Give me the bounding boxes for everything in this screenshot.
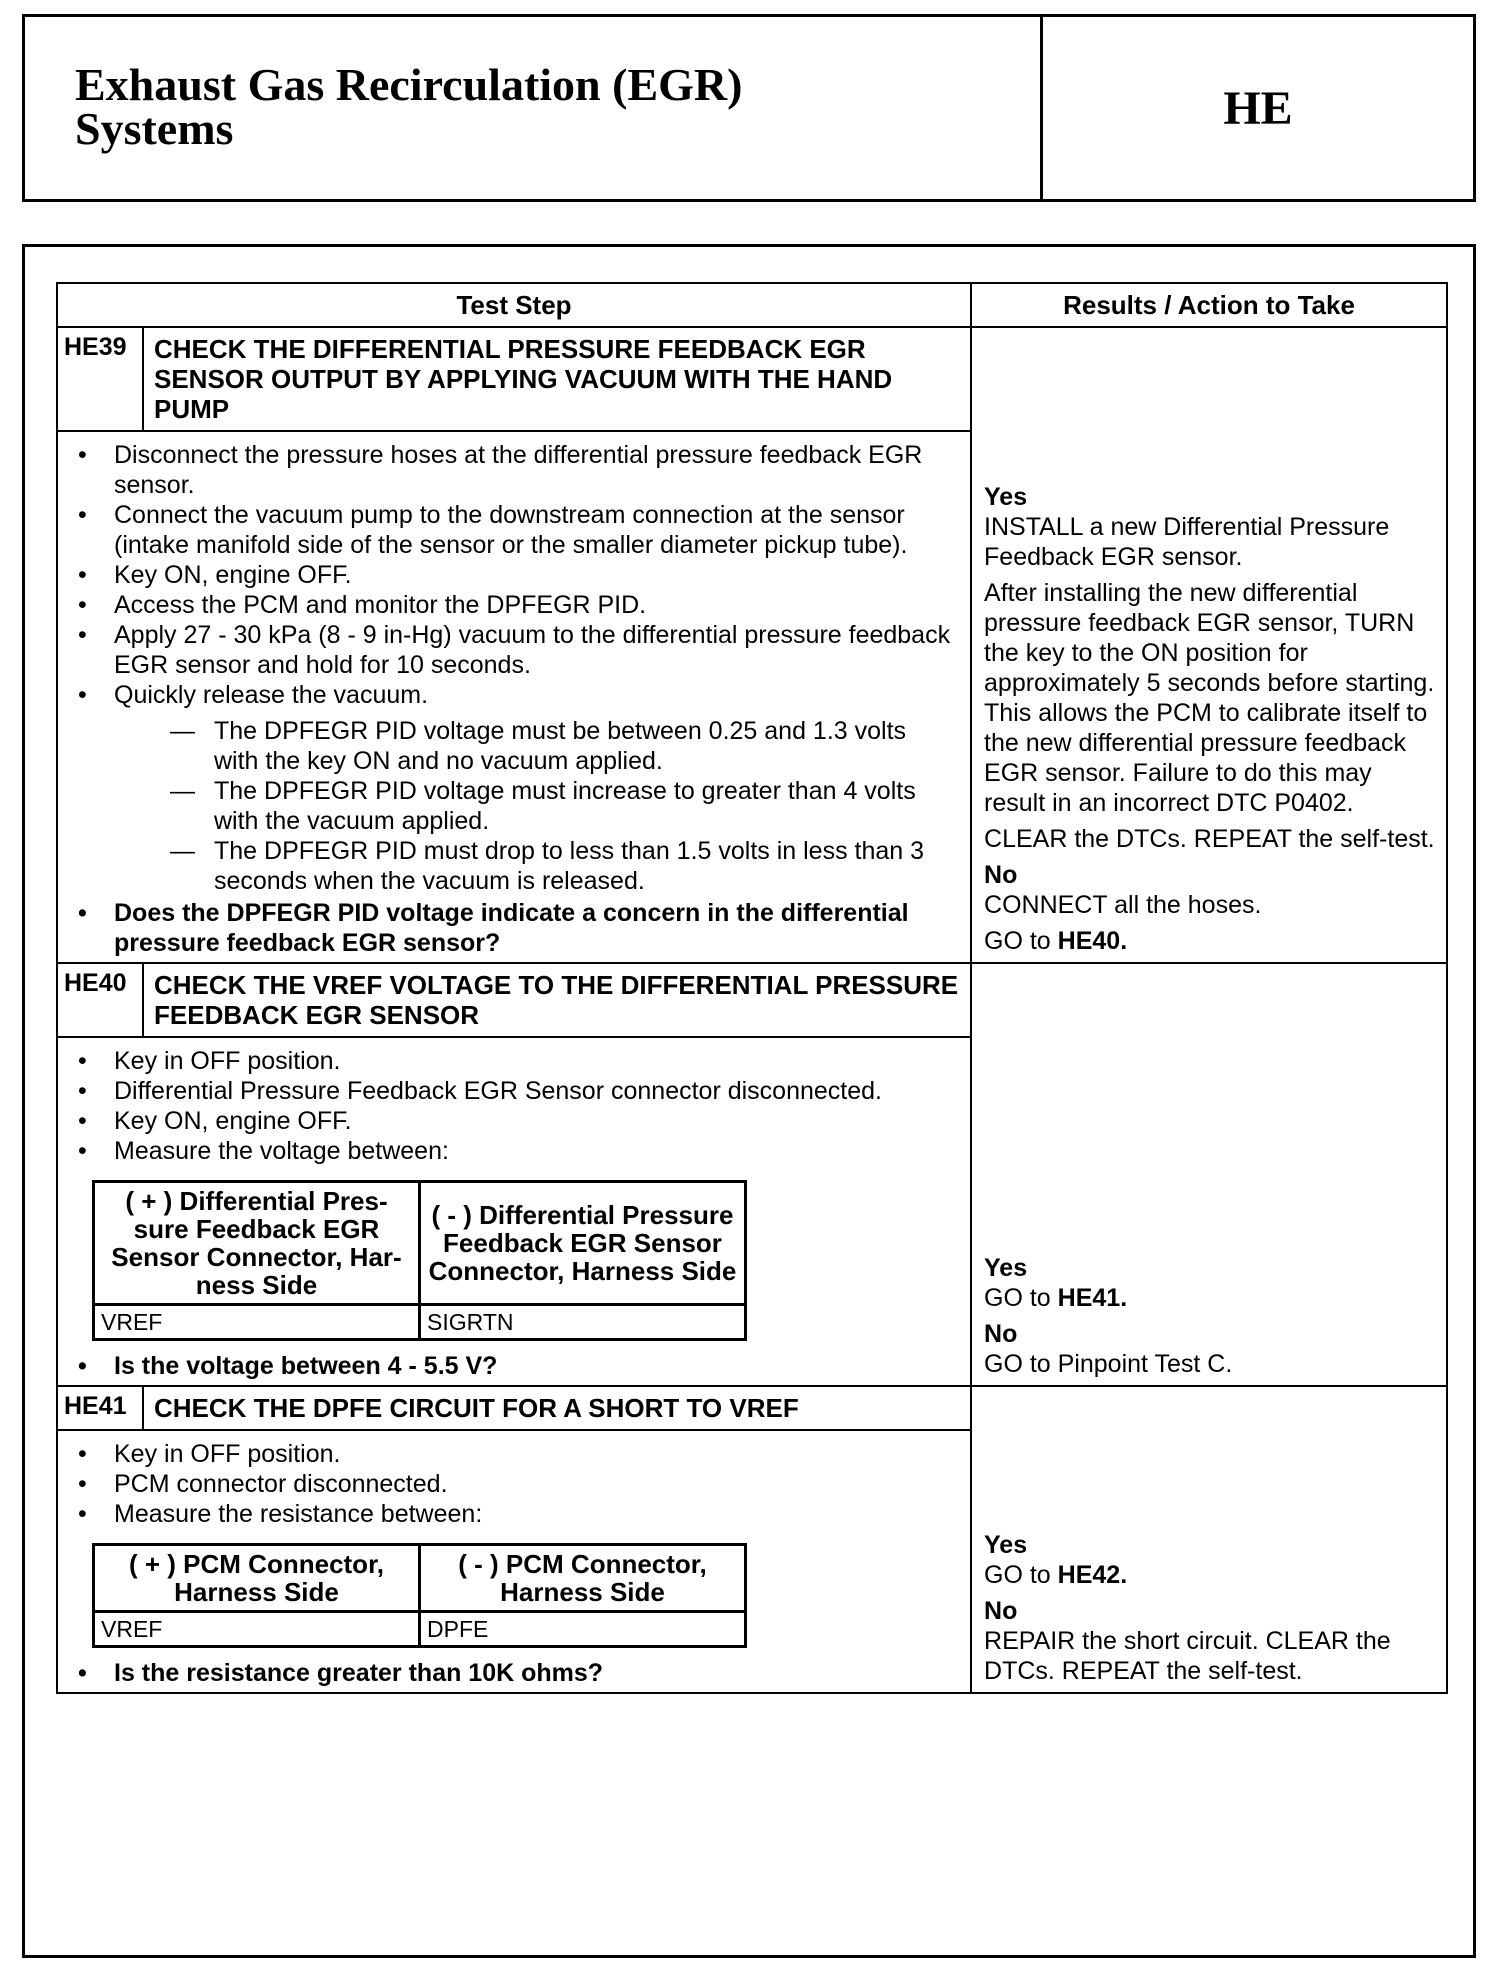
list-item: • Connect the vacuum pump to the downstream connection at the sensor (intake manifold side of the sensor or the smaller diameter pickup tube).	[68, 500, 954, 560]
yes-goto	[984, 1560, 1438, 1590]
results-he40	[971, 963, 1447, 1386]
step-he40-title-row	[57, 963, 1447, 1037]
step-body-he41	[57, 1430, 971, 1693]
no-action: CONNECT all the hoses.	[984, 891, 1262, 919]
test-step-table	[56, 282, 1448, 1694]
sub-list	[114, 716, 954, 896]
list-item	[68, 680, 954, 896]
list-item: • Key ON, engine OFF.	[68, 560, 954, 590]
list-item: • Key ON, engine OFF.	[68, 1106, 954, 1136]
step-question: • Is the voltage between 4 - 5.5 V?	[68, 1351, 954, 1381]
step-body-he39	[57, 431, 971, 963]
step-question-list	[68, 1658, 954, 1688]
negative-terminal-header: ( - ) PCM Connector, Harness Side	[420, 1545, 746, 1612]
step-question: • Is the resistance greater than 10K ohms?	[68, 1658, 954, 1688]
list-item: • Key in OFF position.	[68, 1046, 954, 1076]
yes-note: After installing the new differential pressure feedback EGR sensor, TURN the key to the ON position for approximately 5 seconds before starting. This allows the PCM to calibrate itself to the new differential pressure feedback EGR sensor. Failure to do this may result in an incorrect DTC P0402.	[984, 579, 1435, 817]
step-title-he40: CHECK THE VREF VOLTAGE TO THE DIFFERENTIAL PRESSURE FEEDBACK EGR SENSOR	[143, 963, 971, 1037]
no-goto	[984, 926, 1438, 956]
measurement-header-row	[94, 1182, 746, 1305]
no-label: No	[984, 861, 1018, 889]
step-he39-title-row	[57, 327, 1447, 431]
goto-target: HE41.	[1057, 1284, 1128, 1312]
list-item: • Differential Pressure Feedback EGR Sensor connector disconnected.	[68, 1076, 954, 1106]
section-title-line2: Systems	[75, 103, 234, 154]
goto-text: GO to	[984, 1284, 1051, 1312]
step-body-he40	[57, 1037, 971, 1386]
no-label: No	[984, 1320, 1018, 1348]
positive-terminal-header: ( + ) PCM Connector, Harness Side	[94, 1545, 420, 1612]
list-item: • Disconnect the pressure hoses at the differential pressure feedback EGR sensor.	[68, 440, 954, 500]
negative-terminal-value: DPFE	[420, 1612, 746, 1647]
yes-goto	[984, 1283, 1438, 1313]
step-list	[68, 440, 954, 958]
measurement-table	[92, 1180, 747, 1341]
goto-text: GO to	[984, 1561, 1051, 1589]
list-item-text: Quickly release the vacuum.	[114, 681, 429, 709]
no-label: No	[984, 1597, 1018, 1625]
positive-terminal-value: VREF	[94, 1612, 420, 1647]
negative-terminal-value: SIGRTN	[420, 1305, 746, 1340]
list-item: • Measure the voltage between:	[68, 1136, 954, 1166]
sub-list-item: — The DPFEGR PID voltage must increase to greater than 4 volts with the vacuum applied.	[114, 776, 954, 836]
section-title-line1: Exhaust Gas Recirculation (EGR)	[75, 59, 743, 110]
page-header	[22, 14, 1476, 202]
step-id-he40: HE40	[57, 963, 143, 1037]
step-question-list	[68, 1351, 954, 1381]
step-title-he41: CHECK THE DPFE CIRCUIT FOR A SHORT TO VREF	[143, 1386, 971, 1430]
col-header-test-step: Test Step	[57, 283, 971, 327]
step-he41-title-row	[57, 1386, 1447, 1430]
yes-label: Yes	[984, 1254, 1028, 1282]
negative-terminal-header: ( - ) Differential Pressure Feedback EGR Sensor Connector, Harness Side	[420, 1182, 746, 1305]
sub-list-item: — The DPFEGR PID must drop to less than 1.5 volts in less than 3 seconds when the vacuum is released.	[114, 836, 954, 896]
yes-label: Yes	[984, 483, 1028, 511]
step-id-he41: HE41	[57, 1386, 143, 1430]
list-item: • Access the PCM and monitor the DPFEGR PID.	[68, 590, 954, 620]
results-he39	[971, 327, 1447, 963]
positive-terminal-value: VREF	[94, 1305, 420, 1340]
list-item: • Apply 27 - 30 kPa (8 - 9 in-Hg) vacuum to the differential pressure feedback EGR sensor and hold for 10 seconds.	[68, 620, 954, 680]
results-he41	[971, 1386, 1447, 1693]
measurement-value-row	[94, 1305, 746, 1340]
goto-text: GO to	[984, 927, 1051, 955]
measurement-header-row	[94, 1545, 746, 1612]
goto-target: HE40.	[1057, 927, 1128, 955]
list-item: • PCM connector disconnected.	[68, 1469, 954, 1499]
yes-followup: CLEAR the DTCs. REPEAT the self-test.	[984, 825, 1435, 853]
list-item: • Key in OFF position.	[68, 1439, 954, 1469]
col-header-results: Results / Action to Take	[971, 283, 1447, 327]
table-header-row	[57, 283, 1447, 327]
list-item: • Measure the resistance between:	[68, 1499, 954, 1529]
measurement-table	[92, 1543, 747, 1648]
section-title	[25, 17, 1043, 199]
measurement-value-row	[94, 1612, 746, 1647]
sub-list-item: — The DPFEGR PID voltage must be between 0.25 and 1.3 volts with the key ON and no vacuum applied.	[114, 716, 954, 776]
no-action: GO to Pinpoint Test C.	[984, 1350, 1233, 1378]
yes-action: INSTALL a new Differential Pressure Feedback EGR sensor.	[984, 513, 1390, 571]
section-code: HE	[1223, 81, 1293, 135]
step-title-he39: CHECK THE DIFFERENTIAL PRESSURE FEEDBACK EGR SENSOR OUTPUT BY APPLYING VACUUM WITH THE HAND PUMP	[143, 327, 971, 431]
step-list	[68, 1439, 954, 1529]
step-id-he39: HE39	[57, 327, 143, 431]
step-list	[68, 1046, 954, 1166]
yes-label: Yes	[984, 1531, 1028, 1559]
step-question: • Does the DPFEGR PID voltage indicate a concern in the differential pressure feedback EGR sensor?	[68, 898, 954, 958]
positive-terminal-header: ( + ) Differential Pres-sure Feedback EGR Sensor Connector, Har-ness Side	[94, 1182, 420, 1305]
no-action: REPAIR the short circuit. CLEAR the DTCs. REPEAT the self-test.	[984, 1627, 1391, 1685]
goto-target: HE42.	[1057, 1561, 1128, 1589]
